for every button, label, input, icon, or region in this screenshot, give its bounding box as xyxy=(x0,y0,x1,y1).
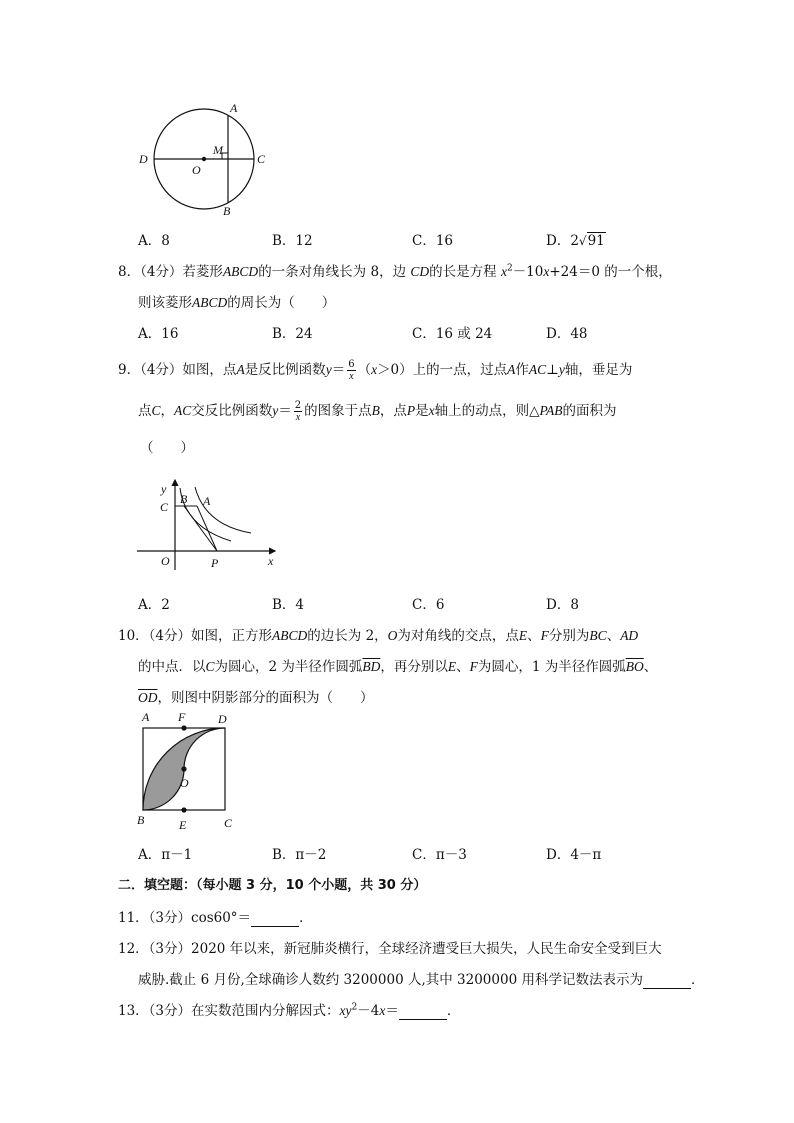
q8-option-b[interactable]: B．24 xyxy=(272,326,313,342)
q9-graph-figure xyxy=(135,475,285,575)
label-d: D xyxy=(139,152,148,166)
q7-option-d-root: 91 xyxy=(587,233,605,249)
q11-answer-blank[interactable] xyxy=(251,910,299,927)
q12-answer-blank[interactable] xyxy=(643,972,691,989)
q9-option-b[interactable]: B．4 xyxy=(272,597,305,613)
label-o: O xyxy=(161,554,170,568)
q7-option-d[interactable]: D．2√91 xyxy=(546,233,605,249)
label-a: A xyxy=(203,494,211,508)
q12-stem-line2: 威胁.截止 6 月份,全球确诊人数约 3200000 人,其中 3200000 用科学记数法表示为 ． xyxy=(138,972,705,988)
q12-stem-line1: 12．（3分）2020 年以来，新冠肺炎横行，全球经济遭受巨大损失，人民生命安全受到巨大 xyxy=(118,941,662,957)
q7-option-c[interactable]: C．16 xyxy=(412,233,454,249)
label-y: y xyxy=(161,482,167,496)
q8-stem-line2: 则该菱形ABCD的周长为（ ） xyxy=(138,295,336,311)
q10-option-d[interactable]: D．4－π xyxy=(546,847,602,863)
label-d: D xyxy=(218,712,227,726)
label-b: B xyxy=(180,492,188,506)
q8-option-c[interactable]: C．16 或 24 xyxy=(412,326,493,342)
q10-option-c[interactable]: C．π－3 xyxy=(412,847,467,863)
point-o xyxy=(181,766,186,771)
label-a: A xyxy=(230,101,238,115)
q13-stem: 13．（3分）在实数范围内分解因式：$xy^2-4x=$ ． xyxy=(118,1002,461,1019)
q9-option-d[interactable]: D．8 xyxy=(546,597,579,613)
center-point-o xyxy=(202,157,206,161)
label-b: B xyxy=(223,204,231,218)
label-c: C xyxy=(160,500,169,514)
label-c: C xyxy=(257,152,266,166)
q11-stem: 11．（3分）cos60°＝ ． xyxy=(118,910,313,926)
q9-option-a[interactable]: A．2 xyxy=(138,597,170,613)
q10-stem-line3: $\overline{OD}$，则图中阴影部分的面积为（ ） xyxy=(138,690,374,706)
q8-stem-line1: 8．（4分）若菱形ABCD的一条对角线长为 8，边 CD的长是方程 $x^2-10x+24=0$ 的一个根， xyxy=(118,263,672,280)
q7-option-b[interactable]: B．12 xyxy=(272,233,313,249)
point-e xyxy=(181,807,186,812)
q9-fraction-6-over-x: $\frac{6}{x}$ xyxy=(348,359,355,382)
q9-stem-line2: 点C，AC交反比例函数y＝ $\frac{2}{x}$ 的图象于点B，点P是x轴上的动点，则△PAB的面积为 xyxy=(138,400,617,423)
q10-square-figure xyxy=(132,708,242,834)
q8-option-a[interactable]: A．16 xyxy=(138,326,179,342)
q7-option-a[interactable]: A．8 xyxy=(138,233,170,249)
q9-answer-paren: （ ） xyxy=(140,440,194,456)
label-o: O xyxy=(180,776,189,790)
q9-fraction-2-over-x: $\frac{2}{x}$ xyxy=(294,400,302,423)
point-f xyxy=(181,725,186,730)
label-p: P xyxy=(211,556,219,570)
label-o: O xyxy=(192,163,201,177)
q10-stem-line1: 10．（4分）如图，正方形ABCD的边长为 2，O为对角线的交点，点E、F分别为BC、AD xyxy=(118,628,639,644)
q10-option-b[interactable]: B．π－2 xyxy=(272,847,327,863)
q10-stem-line2: 的中点．以C为圆心，2 为半径作圆弧$\overline{BD}$，再分别以E、F为圆心，1 为半径作圆弧$\overline{BO}$、 xyxy=(138,659,658,675)
label-a: A xyxy=(142,710,150,724)
label-f: F xyxy=(178,710,186,724)
q7-option-d-prefix: D．2 xyxy=(546,233,579,249)
q9-option-c[interactable]: C．6 xyxy=(412,597,445,613)
label-e: E xyxy=(179,818,187,832)
q8-option-d[interactable]: D．48 xyxy=(546,326,588,342)
label-m: M xyxy=(213,143,223,157)
q10-option-a[interactable]: A．π－1 xyxy=(138,847,193,863)
label-x: x xyxy=(268,554,274,568)
section-2-title: 二．填空题：（每小题 3 分，10 个小题，共 30 分） xyxy=(118,878,427,893)
label-c: C xyxy=(224,816,233,830)
q9-stem-line1: 9．（4分）如图，点A是反比例函数y＝ $\frac{6}{x}$ （x＞0）上的一点，过点A作AC⊥y轴，垂足为 xyxy=(118,359,633,382)
q13-answer-blank[interactable] xyxy=(399,1003,447,1020)
q7-circle-figure xyxy=(130,98,280,223)
label-b: B xyxy=(137,813,145,827)
